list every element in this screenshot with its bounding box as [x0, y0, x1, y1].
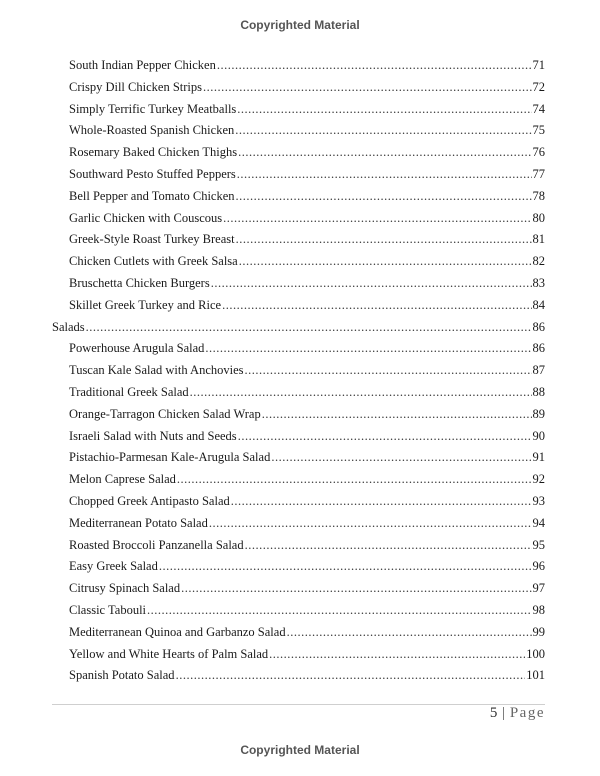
toc-entry-title: Bell Pepper and Tomato Chicken: [69, 188, 235, 203]
toc-entry-page: 71: [532, 58, 545, 72]
toc-entry-title: Citrusy Spinach Salad: [69, 581, 181, 596]
toc-entry-title: Mediterranean Potato Salad: [69, 515, 208, 530]
toc-entry-title: Simply Terrific Turkey Meatballs: [69, 101, 237, 116]
toc-entry-page: 84: [532, 297, 545, 312]
toc-entry[interactable]: [69, 466, 545, 486]
footer-divider: [52, 704, 545, 705]
toc-entry[interactable]: [69, 270, 545, 290]
toc-entry-title: Chicken Cutlets with Greek Salsa: [69, 254, 238, 269]
dot-leader: [211, 276, 532, 290]
toc-entry-title: Traditional Greek Salad: [69, 385, 189, 399]
dot-leader: [205, 341, 531, 355]
dot-leader: [176, 668, 526, 682]
dot-leader: [217, 58, 532, 72]
toc-entry-title: South Indian Pepper Chicken: [69, 58, 216, 72]
toc-entry-title: Whole-Roasted Spanish Chicken: [69, 123, 235, 138]
copyright-header: Copyrighted Material: [240, 18, 360, 32]
toc-entry[interactable]: [69, 532, 545, 552]
toc-entry-title: Spanish Potato Salad: [69, 668, 175, 683]
toc-entry[interactable]: [69, 619, 545, 639]
toc-entry-title: Chopped Greek Antipasto Salad: [69, 494, 230, 508]
toc-entry-page: 94: [532, 515, 545, 530]
toc-entry-title: Rosemary Baked Chicken Thighs: [69, 145, 238, 160]
toc-entry-page: 81: [532, 232, 545, 247]
toc-entry-title: Pistachio-Parmesan Kale-Arugula Salad: [69, 450, 271, 465]
toc-entry-title: Easy Greek Salad: [69, 559, 158, 574]
toc-entry-page: 91: [532, 450, 545, 465]
dot-leader: [287, 625, 532, 639]
toc-entry[interactable]: [69, 161, 545, 181]
toc-entry[interactable]: [69, 52, 545, 72]
toc-section-entry[interactable]: [52, 314, 545, 334]
toc-entry-title: Mediterranean Quinoa and Garbanzo Salad: [69, 624, 286, 639]
dot-leader: [86, 320, 532, 334]
page-number-footer: [490, 705, 545, 722]
dot-leader: [245, 538, 532, 552]
toc-entry-title: Crispy Dill Chicken Strips: [69, 79, 202, 94]
toc-entry[interactable]: [69, 248, 545, 268]
dot-leader: [238, 429, 532, 443]
copyright-footer: Copyrighted Material: [240, 743, 360, 757]
toc-entry-title: Israeli Salad with Nuts and Seeds: [69, 428, 237, 443]
dot-leader: [236, 189, 532, 203]
toc-entry-title: Salads: [52, 319, 85, 334]
toc-entry-page: 98: [532, 603, 545, 617]
page-word: Page: [509, 705, 545, 721]
toc-entry[interactable]: [69, 444, 545, 464]
dot-leader: [236, 232, 532, 246]
toc-entry[interactable]: [69, 226, 545, 246]
toc-entry-title: Bruschetta Chicken Burgers: [69, 276, 210, 290]
dot-leader: [235, 123, 531, 137]
toc-entry-page: 95: [532, 537, 545, 552]
toc-entry-page: 76: [532, 145, 545, 160]
dot-leader: [231, 494, 532, 508]
toc-entry[interactable]: [69, 117, 545, 137]
dot-leader: [237, 167, 532, 181]
toc-entry[interactable]: [69, 96, 545, 116]
dot-leader: [271, 450, 531, 464]
toc-entry[interactable]: [69, 553, 545, 573]
toc-entry-page: 96: [532, 559, 545, 574]
toc-entry[interactable]: [69, 335, 545, 355]
toc-entry[interactable]: [69, 379, 545, 399]
toc-entry-title: Powerhouse Arugula Salad: [69, 341, 205, 356]
toc-entry-title: Melon Caprese Salad: [69, 472, 176, 487]
toc-entry-page: 75: [532, 123, 545, 138]
toc-entry[interactable]: [69, 488, 545, 508]
toc-entry[interactable]: [69, 510, 545, 530]
dot-leader: [159, 559, 532, 573]
dot-leader: [238, 145, 531, 159]
toc-entry-page: 78: [532, 188, 545, 203]
toc-entry-title: Tuscan Kale Salad with Anchovies: [69, 363, 244, 378]
dot-leader: [209, 516, 532, 530]
toc-entry-page: 82: [532, 254, 545, 269]
toc-entry-page: 80: [532, 210, 545, 225]
toc-entry-page: 93: [532, 494, 545, 508]
toc-entry-page: 77: [532, 167, 545, 181]
dot-leader: [190, 385, 532, 399]
toc-entry-title: Orange-Tarragon Chicken Salad Wrap: [69, 406, 261, 421]
dot-leader: [177, 472, 532, 486]
toc-entry-page: 88: [532, 385, 545, 399]
toc-entry-title: Yellow and White Hearts of Palm Salad: [69, 646, 269, 661]
toc-entry-title: Skillet Greek Turkey and Rice: [69, 297, 222, 312]
dot-leader: [181, 581, 531, 595]
dot-leader: [203, 80, 532, 94]
toc-entry[interactable]: [69, 74, 545, 94]
toc-entry-page: 100: [526, 646, 545, 661]
toc-entry[interactable]: [69, 401, 545, 421]
toc-entry-page: 101: [526, 668, 545, 683]
toc-entry[interactable]: [69, 423, 545, 443]
toc-entry[interactable]: [69, 357, 545, 377]
toc-entry[interactable]: [69, 183, 545, 203]
toc-entry-page: 83: [532, 276, 545, 290]
page-separator: |: [502, 705, 506, 721]
toc-entry[interactable]: [69, 139, 545, 159]
toc-entry[interactable]: [69, 662, 545, 682]
toc-entry-page: 86: [532, 319, 545, 334]
toc-entry-page: 86: [532, 341, 545, 356]
toc-entry-page: 92: [532, 472, 545, 487]
dot-leader: [262, 407, 532, 421]
toc-entry[interactable]: [69, 597, 545, 617]
toc-entry-page: 87: [532, 363, 545, 378]
toc-entry-title: Southward Pesto Stuffed Peppers: [69, 167, 236, 181]
dot-leader: [245, 363, 532, 377]
toc-entry-page: 90: [532, 428, 545, 443]
dot-leader: [222, 298, 531, 312]
toc-entry-page: 72: [532, 79, 545, 94]
dot-leader: [237, 102, 531, 116]
dot-leader: [223, 211, 531, 225]
dot-leader: [239, 254, 532, 268]
toc-entry-title: Roasted Broccoli Panzanella Salad: [69, 537, 244, 552]
toc-entry[interactable]: [69, 292, 545, 312]
toc-entry-page: 74: [532, 101, 545, 116]
toc-entry[interactable]: [69, 205, 545, 225]
toc-entry[interactable]: [69, 575, 545, 595]
toc-entry-title: Classic Tabouli: [69, 603, 147, 617]
toc-entry-page: 97: [532, 581, 545, 596]
page-number: 5: [489, 705, 498, 721]
toc-entry-title: Garlic Chicken with Couscous: [69, 210, 223, 225]
dot-leader: [147, 603, 531, 617]
toc-entry-title: Greek-Style Roast Turkey Breast: [69, 232, 235, 247]
toc-entry-page: 89: [532, 406, 545, 421]
toc-entry[interactable]: [69, 641, 545, 661]
dot-leader: [269, 647, 525, 661]
toc-entry-page: 99: [532, 624, 545, 639]
